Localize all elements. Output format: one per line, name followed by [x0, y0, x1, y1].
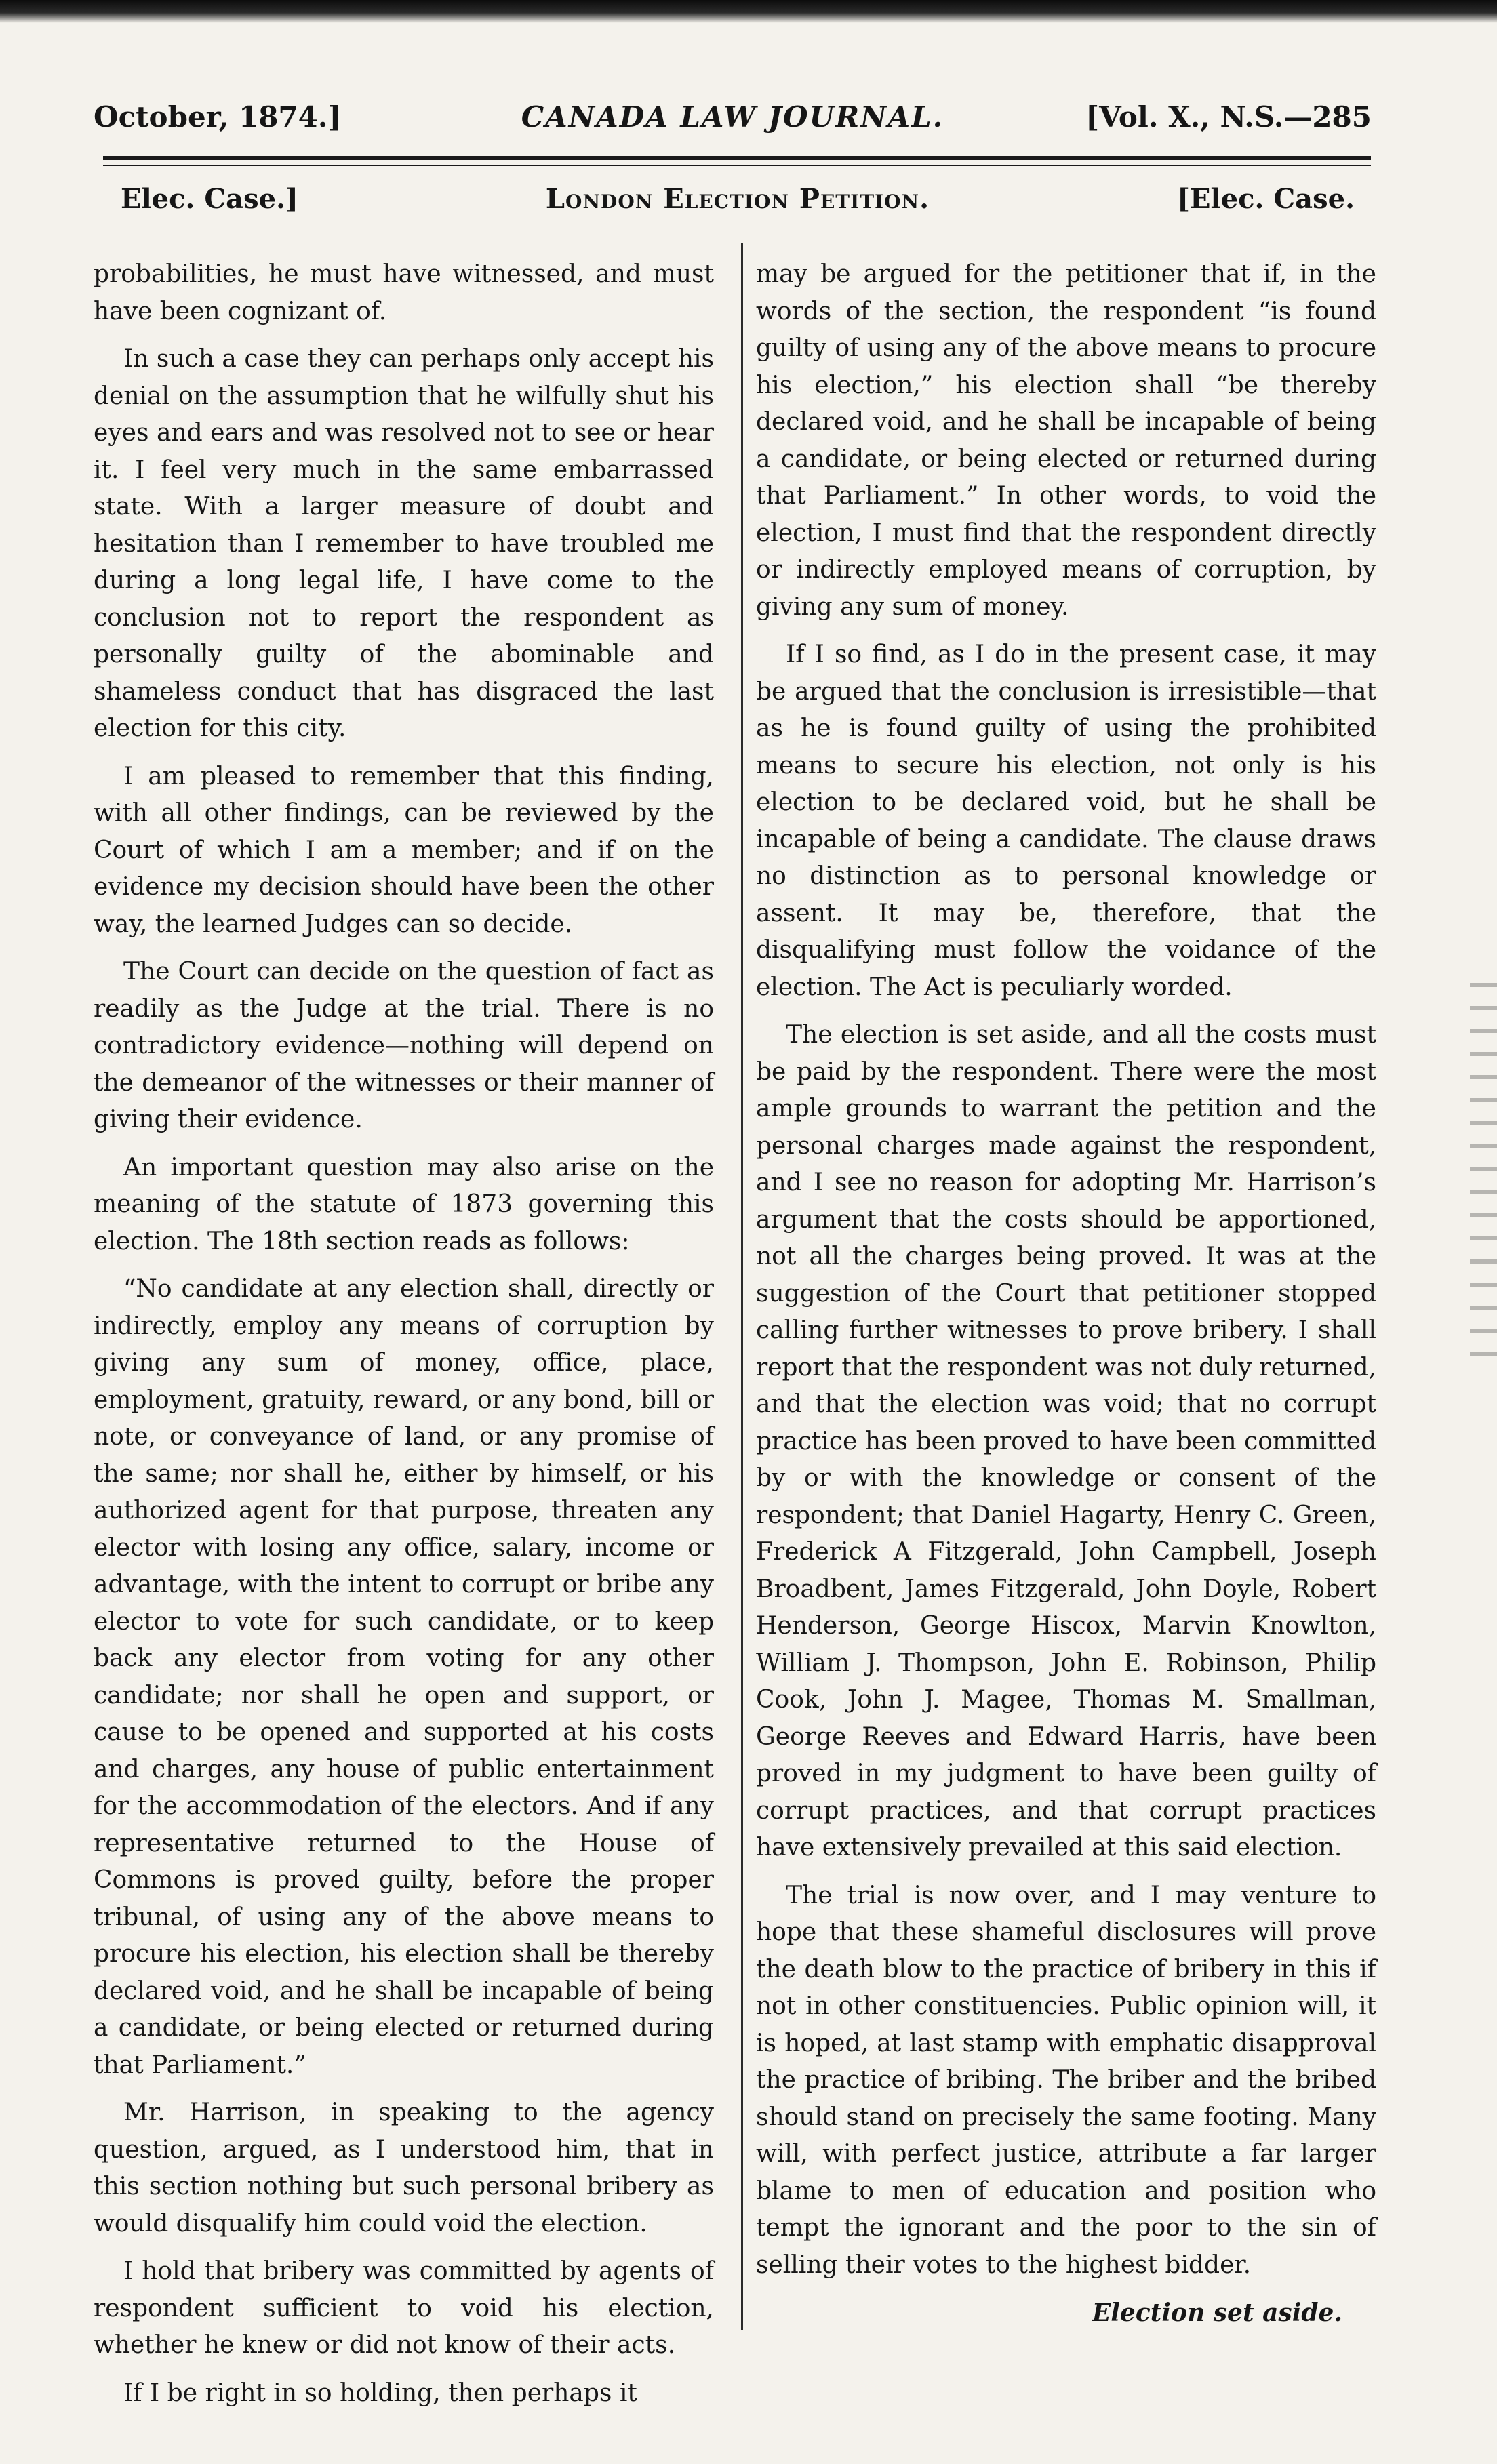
- paragraph: I hold that bribery was committed by agents of respondent sufficient to void his election, whether he knew or did not know of their acts.: [94, 2257, 714, 2359]
- running-head-journal-title: CANADA LAW JOURNAL.: [521, 100, 944, 134]
- paragraph: probabilities, he must have witnessed, and must have been cognizant of.: [94, 260, 714, 325]
- paragraph: The election is set aside, and all the costs must be paid by the respondent. There were the most ample grounds to warrant the petition and the personal charges made against the respondent, and I see no reason for adopting Mr. Harrison’s argument that the costs should be apportioned, not all the charges being proved. It was at the suggestion of the Court that petitioner stopped calling further witnesses to prove bribery. I shall report that the respondent was not duly returned, and that the election was void; that no corrupt practice has been proved to have been committed by or with the knowledge or consent of the respondent; that Daniel Hagarty, Henry C. Green, Frederick A Fitzgerald, John Campbell, Joseph Broadbent, James Fitzgerald, John Doyle, Robert Henderson, George Hiscox, Marvin Knowlton, William J. Thompson, John E. Robinson, Philip Cook, John J. Magee, Thomas M. Smallman, George Reeves and Edward Harris, have been proved in my judgment to have been guilty of corrupt practices, and that corrupt practices have extensively prevailed at this said election.: [756, 1021, 1376, 1861]
- section-head: [121, 183, 1355, 224]
- statute-quotation: “No candidate at any election shall, directly or indirectly, employ any means of corruption by giving any sum of money, office, place, employment, gratuity, reward, or any bond, bill or note, or conveyance of land, or any promise of the same; nor shall he, either by himself, or his authorized agent for that purpose, threaten any elector with losing any office, salary, income or advantage, with the intent to corrupt or bribe any elector to vote for such candidate, or to keep back any elector from voting for any other candidate; nor shall he open and support, or cause to be opened and supported at his costs and charges, any house of public entertainment for the accommodation of the electors. And if any representative returned to the House of Commons is proved guilty, before the proper tribunal, of using any of the above means to procure his election, his election shall be thereby declared void, and he shall be incapable of being a candidate, or being elected or returned during that Parliament.”: [94, 1275, 714, 2079]
- running-head-volume-page: [Vol. X., N.S.—285: [1085, 100, 1372, 134]
- paragraph: may be argued for the petitioner that if, in the words of the section, the respondent “is found guilty of using any of the above means to procure his election,” his election shall “be thereby declared void, and he shall be incapable of being a candidate, or being elected or returned during that Parliament.” In other words, to void the election, I must find that the respondent directly or indirectly employed means of corruption, by giving any sum of money.: [756, 260, 1376, 621]
- section-head-right: [Elec. Case.: [1177, 183, 1355, 215]
- paragraph: The Court can decide on the question of fact as readily as the Judge at the trial. There is no contradictory evidence—nothing will depend on the demeanor of the witnesses or their manner of giving their evidence.: [94, 958, 714, 1133]
- signoff: Election set aside.: [1092, 2299, 1342, 2327]
- paragraph: If I be right in so holding, then perhaps it: [123, 2379, 637, 2407]
- paragraph: I am pleased to remember that this finding, with all other findings, can be reviewed by the Court of which I am a member; and if on the evidence my decision should have been the other way, the learned Judges can so decide.: [94, 762, 714, 938]
- right-column: [756, 256, 1376, 2343]
- section-head-left: Elec. Case.]: [121, 183, 298, 215]
- running-head-date: October, 1874.]: [94, 100, 342, 134]
- header-rule-thick: [103, 156, 1371, 160]
- running-head: [94, 100, 1372, 144]
- paragraph: If I so find, as I do in the present case, it may be argued that the conclusion is irresistible—that as he is found guilty of using the prohibited means to secure his election, not only is his election to be declared void, but he shall be incapable of being a candidate. The clause draws no distinction as to personal knowledge or assent. It may be, therefore, that the disqualifying must follow the voidance of the election. The Act is peculiarly worded.: [756, 641, 1376, 1001]
- header-rule-thin: [103, 165, 1371, 166]
- section-head-title: London Election Petition.: [545, 183, 930, 215]
- left-column: [94, 256, 714, 2423]
- paragraph: The trial is now over, and I may venture to hope that these shameful disclosures will prove the death blow to the practice of bribery in this if not in other constituencies. Public opinion will, it is hoped, at last stamp with emphatic disapproval the practice of bribing. The briber and the bribed should stand on precisely the same footing. Many will, with perfect justice, attribute a far larger blame to men of education and position who tempt the ignorant and the poor to the sin of selling their votes to the highest bidder.: [756, 1881, 1376, 2279]
- paragraph: An important question may also arise on the meaning of the statute of 1873 governing this election. The 18th section reads as follows:: [94, 1153, 714, 1255]
- scan-top-shadow: [0, 0, 1497, 23]
- scan-edge-noise: [1470, 983, 1497, 1362]
- paragraph: In such a case they can perhaps only accept his denial on the assumption that he wilfully shut his eyes and ears and was resolved not to see or hear it. I feel very much in the same embarrassed state. With a larger measure of doubt and hesitation than I remember to have troubled me during a long legal life, I have come to the conclusion not to report the respondent as personally guilty of the abominable and shameless conduct that has disgraced the last election for this city.: [94, 345, 714, 742]
- column-divider: [741, 243, 743, 2330]
- paragraph: Mr. Harrison, in speaking to the agency question, argued, as I understood him, that in this section nothing but such personal bribery as would disqualify him could void the election.: [94, 2099, 714, 2238]
